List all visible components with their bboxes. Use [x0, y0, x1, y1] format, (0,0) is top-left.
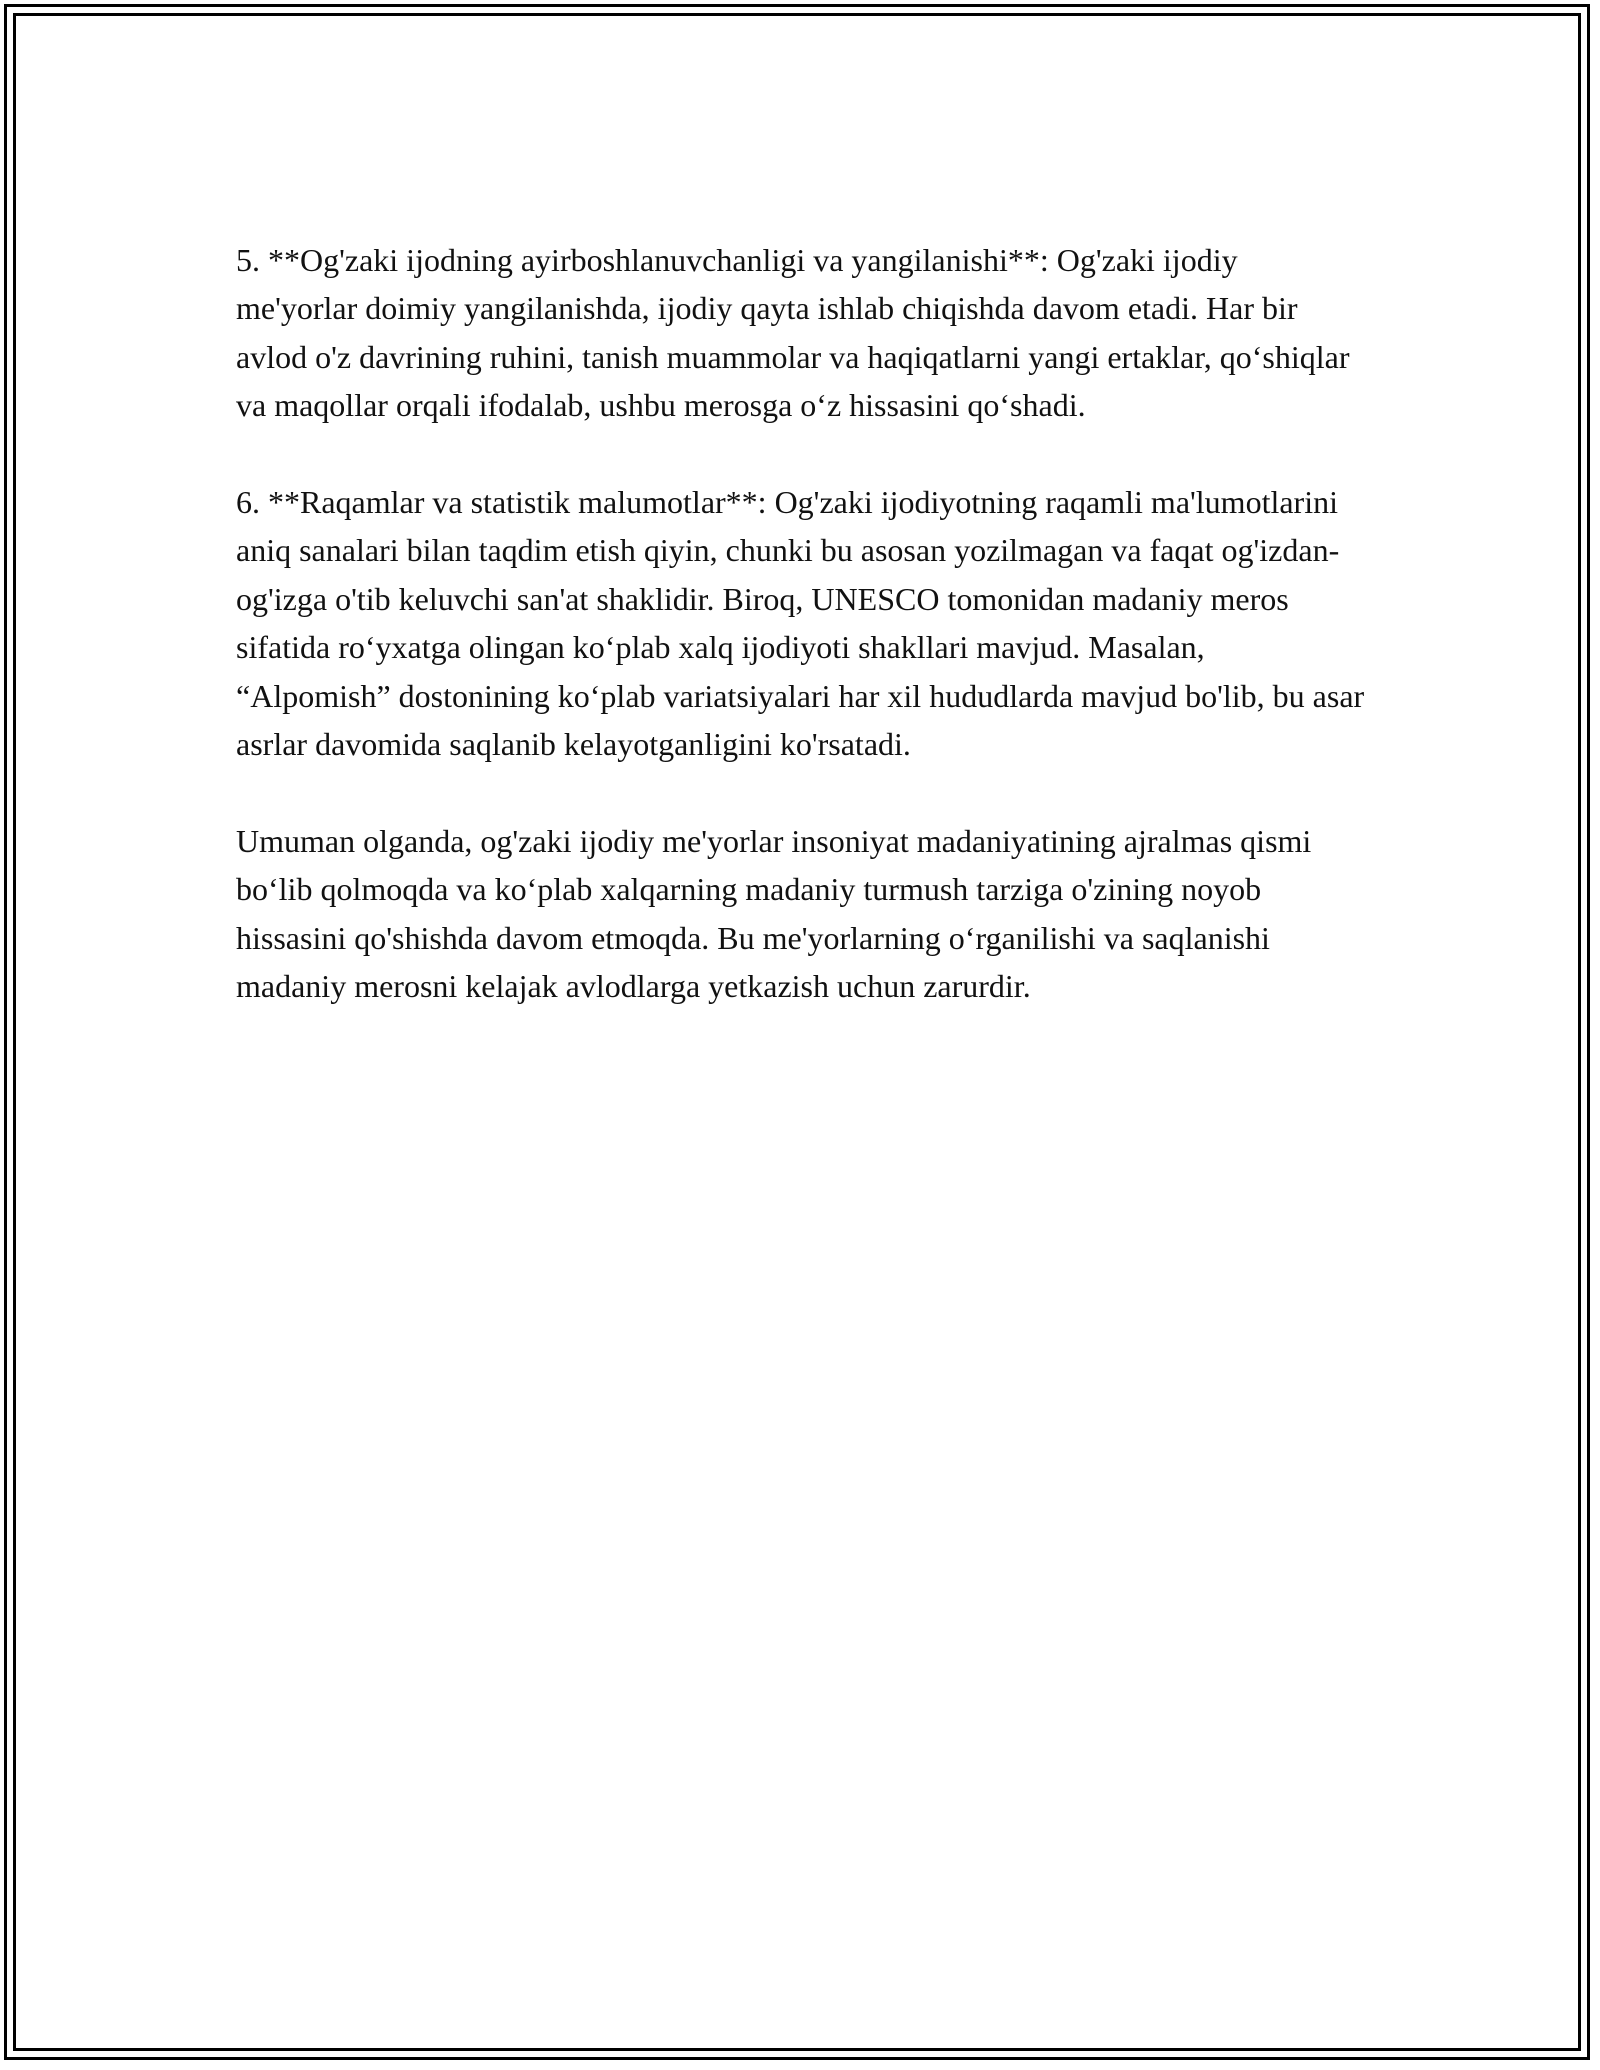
- paragraph-conclusion: Umuman olganda, og'zaki ijodiy me'yorlar insoniyat madaniyatining ajralmas qismi bo‘lib qolmoqda va ko‘plab xalqarning madaniy turmush tarziga o'zining noyob hissasini qo'shishda davom etmoqda. Bu me'yorlarning o‘rganilishi va saqlanishi madaniy merosni kelajak avlodlarga yetkazish uchun zarurdir.: [236, 822, 1312, 1005]
- paragraph-point-5: 5. **Og'zaki ijodning ayirboshlanuvchanligi va yangilanishi**: Og'zaki ijodiy me'yorlar doimiy yangilanishda, ijodiy qayta ishlab chiqishda davom etadi. Har bir avlod o'z davrining ruhini, tanish muammolar va haqiqatlarni yangi ertaklar, qo‘shiqlar va maqollar orqali ifodalab, ushbu merosga o‘z hissasini qo‘shadi.: [236, 242, 1350, 424]
- document-body: [236, 236, 1366, 1010]
- paragraph-point-6: 6. **Raqamlar va statistik malumotlar**: Og'zaki ijodiyotning raqamli ma'lumotlarini aniq sanalari bilan taqdim etish qiyin, chunki bu asosan yozilmagan va faqat og'izdan-og'izga o'tib keluvchi san'at shaklidir. Biroq, UNESCO tomonidan madaniy meros sifatida ro‘yxatga olingan ko‘plab xalq ijodiyoti shakllari mavjud. Masalan, “Alpomish” dostonining ko‘plab variatsiyalari har xil hududlarda mavjud bo'lib, bu asar asrlar davomida saqlanib kelayotganligini ko'rsatadi.: [236, 484, 1365, 763]
